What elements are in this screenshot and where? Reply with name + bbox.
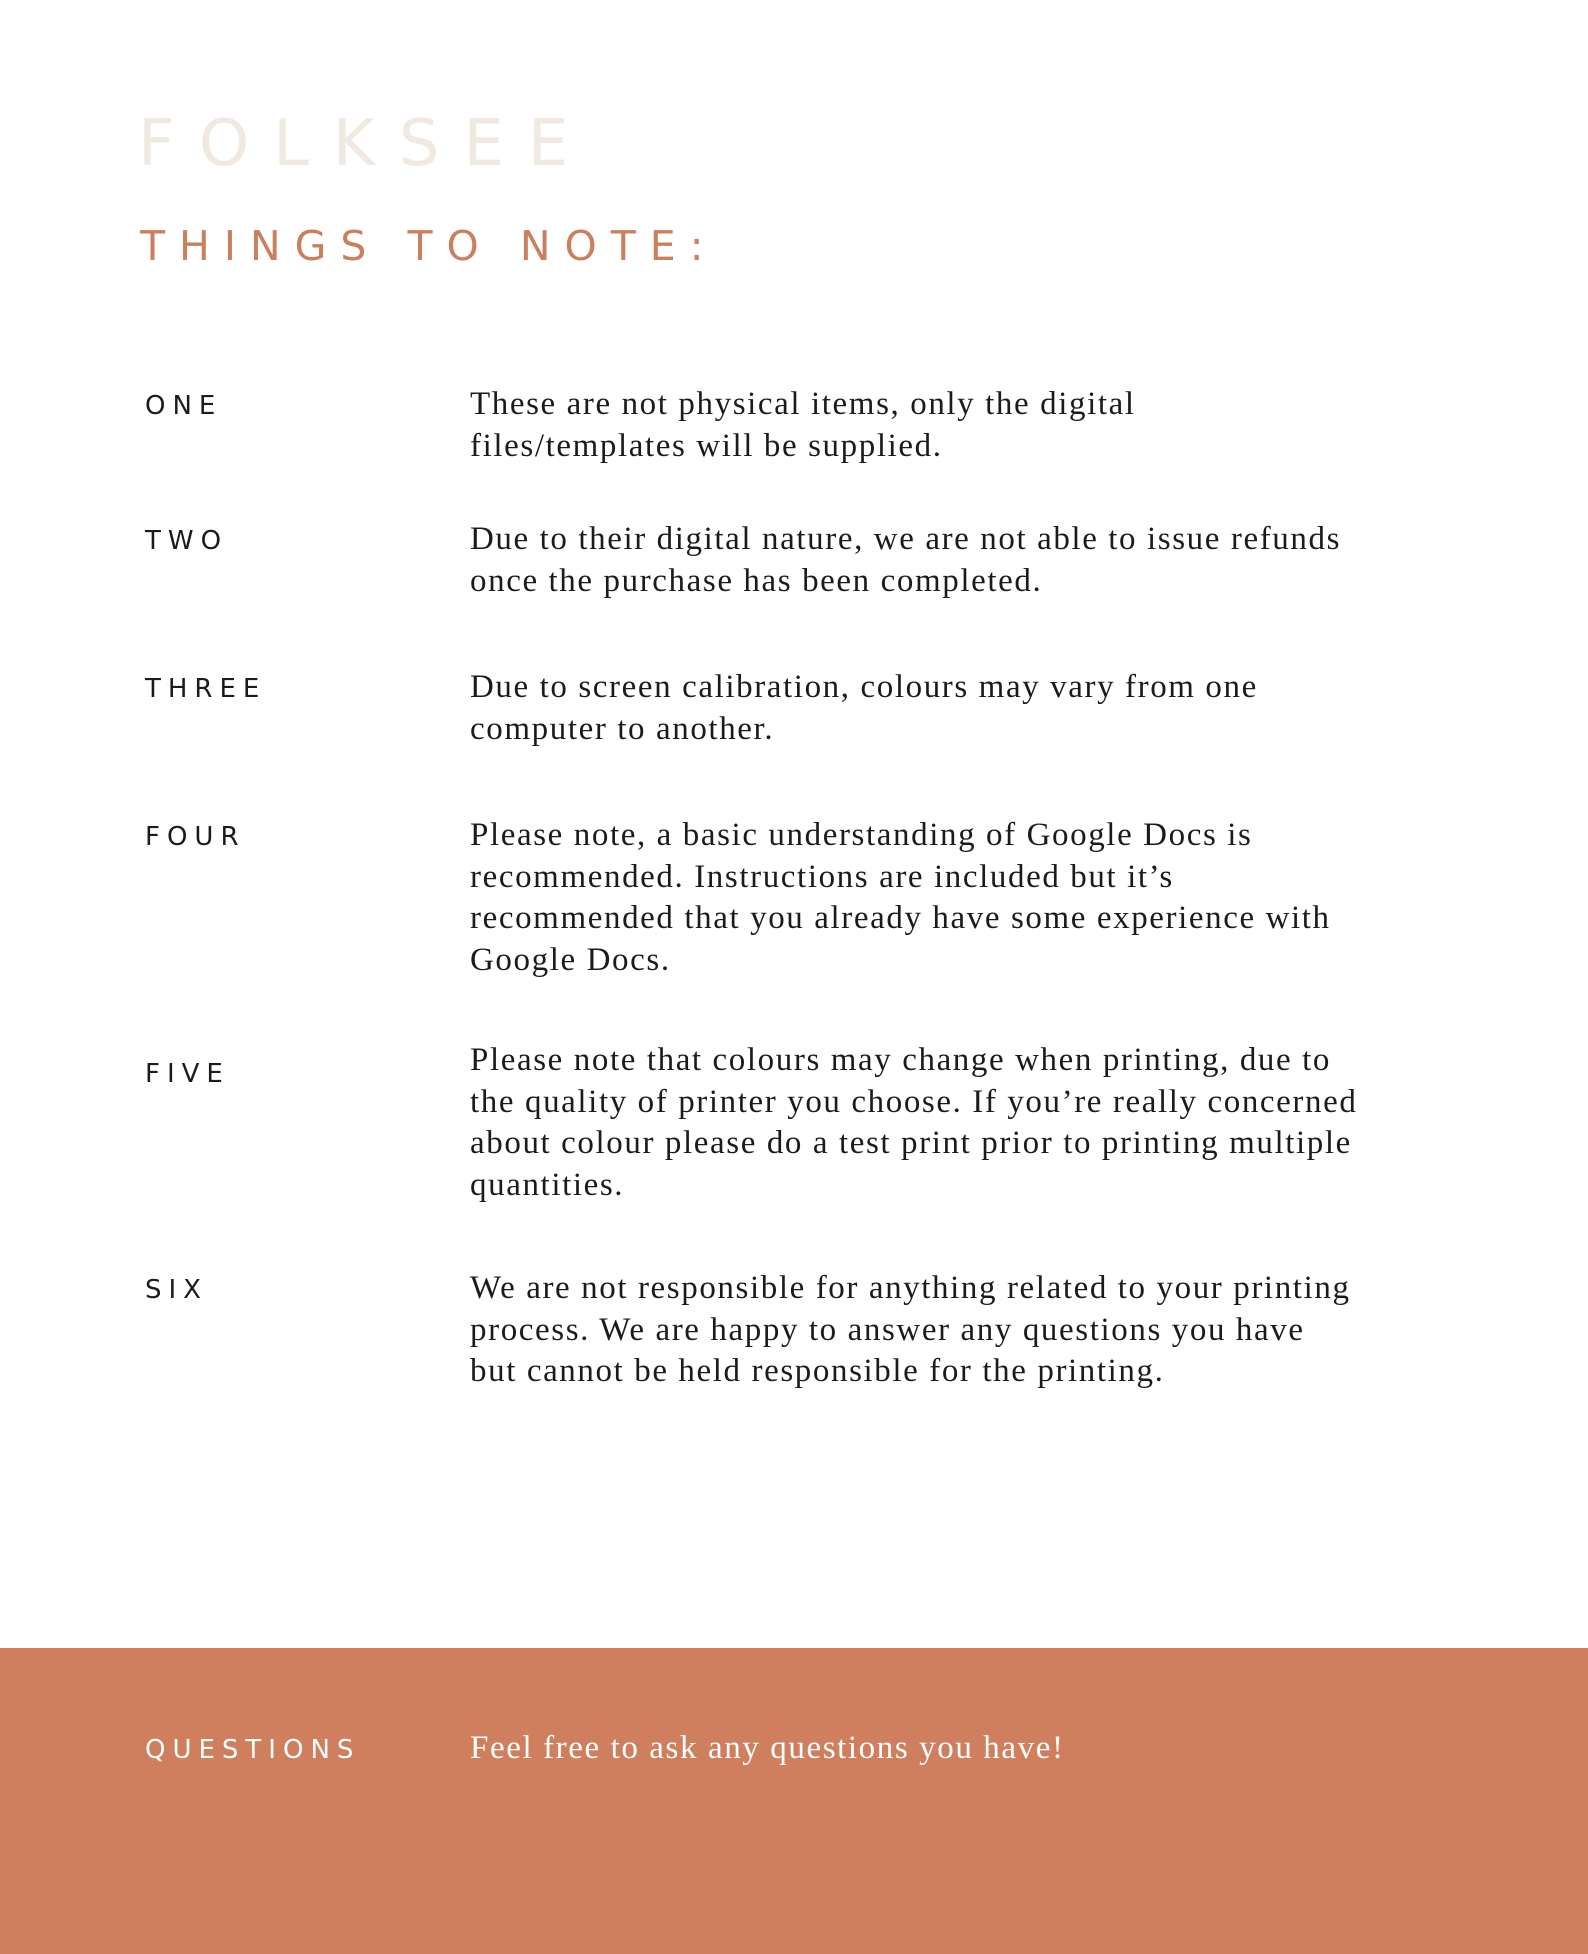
note-text: Please note that colours may change when printing, due to the quality of printer you choose. If you’re really concerned about colour please do a test print prior to printing multiple quantities. bbox=[470, 1042, 1358, 1203]
note-text: Due to their digital nature, we are not able to issue refunds once the purchase has been completed. bbox=[470, 521, 1342, 599]
note-label: TWO bbox=[145, 526, 229, 556]
note-label: FOUR bbox=[145, 822, 246, 852]
page-title: THINGS TO NOTE: bbox=[140, 222, 718, 270]
brand-logo: FOLKSEE bbox=[138, 107, 593, 181]
note-label: SIX bbox=[145, 1275, 208, 1305]
note-text: Due to screen calibration, colours may vary from one computer to another. bbox=[470, 669, 1258, 747]
note-label: THREE bbox=[145, 674, 267, 704]
note-text: We are not responsible for anything related to your printing process. We are happy to answer any questions you have but cannot be held responsible for the printing. bbox=[470, 1270, 1351, 1389]
note-label: FIVE bbox=[145, 1059, 230, 1089]
questions-footer bbox=[0, 1648, 1588, 1954]
footer-label: QUESTIONS bbox=[145, 1735, 361, 1765]
footer-text: Feel free to ask any questions you have! bbox=[470, 1730, 1065, 1766]
note-text: Please note, a basic understanding of Google Docs is recommended. Instructions are included but it’s recommended that you already have some experience with Google Docs. bbox=[470, 817, 1331, 978]
note-label: ONE bbox=[145, 391, 223, 421]
note-text: These are not physical items, only the digital files/templates will be supplied. bbox=[470, 386, 1136, 464]
